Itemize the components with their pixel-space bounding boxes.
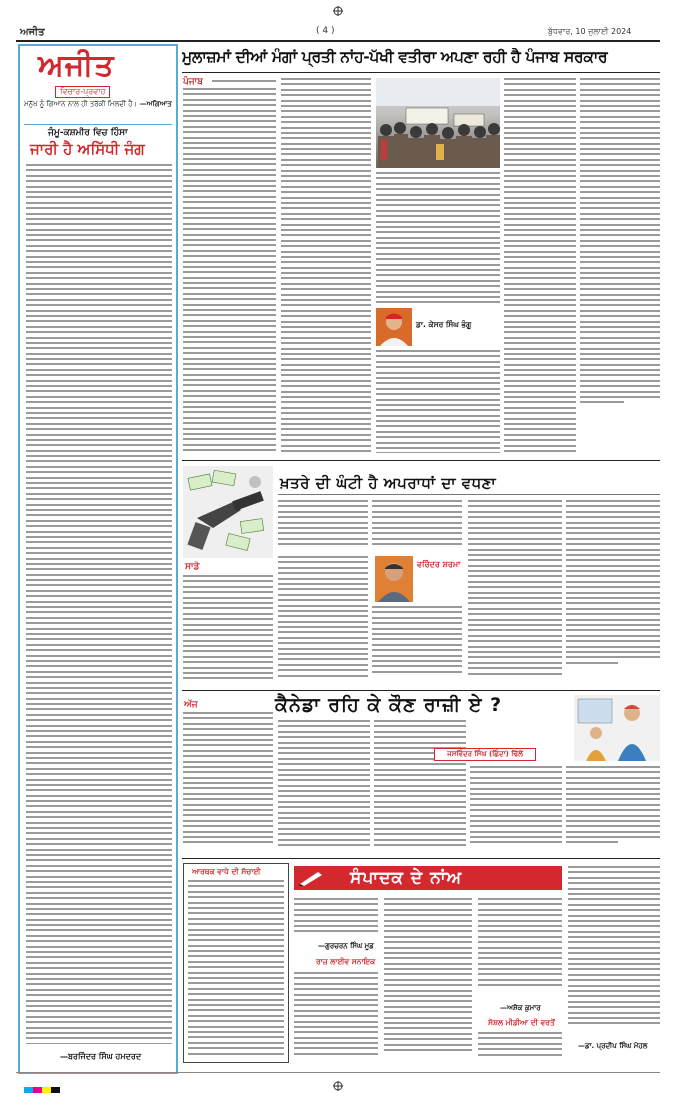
registration-mark-top (333, 1, 343, 11)
crime-column-1-body (278, 500, 368, 552)
crime-dropcap: ਸਾਡੇ (185, 562, 200, 572)
canada-author-banner: ਜਸਵਿੰਦਰ ਸਿੰਘ (ਛਿੰਦਾ) ਢਿੱਲੋਂ (434, 748, 536, 761)
letters-column-3b-body (478, 1032, 562, 1062)
letters-pen-icon (298, 870, 324, 886)
canada-column-2-body (278, 720, 370, 852)
crime-author-photo (375, 556, 413, 602)
sidebar-article-body (26, 164, 172, 1044)
crime-headline-rule (278, 494, 660, 495)
lead-author-photo (376, 308, 412, 346)
lead-column-4-body (504, 78, 576, 453)
lead-column-5-body (580, 78, 660, 453)
letters-signature-1: —ਗੁਰਚਰਨ ਸਿੰਘ ਮੂਡ (318, 942, 374, 950)
sidebar-kicker: ਜੰਮੂ-ਕਸ਼ਮੀਰ ਵਿਚ ਹਿੰਸਾ (48, 128, 128, 138)
letters-column-3-body (478, 898, 562, 1000)
sidebar-quote (24, 100, 172, 109)
canada-column-4-body (470, 766, 562, 852)
crime-illustration (183, 466, 273, 558)
lead-column-1-body (183, 88, 276, 453)
sidebar-author: —ਬਰਜਿੰਦਰ ਸਿੰਘ ਹਮਦਰਦ (60, 1052, 142, 1061)
color-registration-strip (24, 1078, 60, 1084)
lead-author-name: ਡਾ. ਕੇਸਰ ਸਿੰਘ ਭੰਗੂ (416, 320, 472, 329)
crime-author-name: ਵਰਿੰਦਰ ਸ਼ਰਮਾ (417, 560, 461, 569)
folio-date: ਬੁੱਧਵਾਰ, 10 ਜੁਲਾਈ 2024 (548, 27, 632, 36)
lead-bottom-rule (182, 460, 660, 461)
lead-column-3b-body (376, 350, 500, 453)
letters-column-1b-body (294, 972, 378, 1062)
lead-author-box (376, 308, 498, 346)
folio-page-number: ( 4 ) (316, 26, 335, 36)
canada-column-5-body (566, 766, 660, 852)
crime-author-box (375, 556, 465, 602)
letters-signature-2: —ਅਸ਼ੋਕ ਕੁਮਾਰ (500, 1004, 541, 1012)
crime-column-3-body (468, 500, 562, 685)
letters-subhead-2: ਸੋਸ਼ਲ ਮੀਡੀਆ ਦੀ ਵਰਤੋਂ (488, 1018, 555, 1027)
letters-subhead-1: ਰਾਜ਼ ਲਾਈਵ ਸਨਾਇਕ (316, 957, 376, 966)
letters-column-4-body (568, 866, 660, 1036)
letters-box-body (188, 880, 284, 1058)
canada-bottom-rule (182, 858, 660, 859)
letters-box-title: ਆਰਥਕ ਵਾਧੇ ਦੀ ਸੱਚਾਈ (192, 867, 261, 876)
registration-mark-bottom (333, 1076, 343, 1086)
crime-column-1b-body (278, 556, 368, 685)
crime-column-0-body (183, 575, 273, 685)
canada-column-3-body (374, 720, 466, 852)
top-rule (16, 40, 660, 42)
crime-headline: ਖ਼ਤਰੇ ਦੀ ਘੰਟੀ ਹੈ ਅਪਰਾਧਾਂ ਦਾ ਵਧਣਾ (280, 474, 497, 492)
lead-column-3-body (376, 172, 500, 304)
crime-column-2b-body (372, 606, 462, 685)
letters-column-2-body (384, 898, 472, 1062)
masthead-subhead: ਵਿਚਾਰ-ਪ੍ਰਵਾਹ (55, 86, 110, 98)
sidebar-headline: ਜਾਰੀ ਹੈ ਅਸਿੱਧੀ ਜੰਗ (30, 140, 145, 158)
lead-headline-rule (182, 72, 660, 73)
lead-column-2-body (281, 78, 371, 453)
letters-headline: ਸੰਪਾਦਕ ਦੇ ਨਾਂਅ (350, 868, 463, 888)
quote-text: ਮਨੁੱਖ ਨੂੰ ਗਿਆਨ ਨਾਲ ਹੀ ਤਰੱਕੀ ਮਿਲਦੀ ਹੈ। (24, 100, 138, 108)
lead-dropcap: ਪੰਜਾਬ (183, 77, 203, 87)
lead-headline: ਮੁਲਾਜ਼ਮਾਂ ਦੀਆਂ ਮੰਗਾਂ ਪ੍ਰਤੀ ਨਾਂਹ-ਪੱਖੀ ਵਤੀਰਾ ਅਪਣਾ ਰਹੀ ਹੈ ਪੰਜਾਬ ਸਰਕਾਰ (182, 48, 608, 66)
lead-column-1 (212, 80, 276, 88)
canada-cartoon (574, 695, 660, 761)
canada-dropcap: ਅੱਜ (184, 700, 198, 710)
canada-headline: ਕੈਨੇਡਾ ਰਹਿ ਕੇ ਕੌਣ ਰਾਜ਼ੀ ਏ ? (275, 694, 503, 716)
quote-author: —ਅਗਿਆਤ (139, 100, 172, 108)
crime-bottom-rule (182, 690, 660, 691)
letters-signature-3: —ਡਾ. ਪ੍ਰਦੀਪ ਸਿੰਘ ਮੋਹਲ (578, 1042, 648, 1050)
letters-column-1-body (294, 898, 378, 938)
crime-column-2-body (372, 500, 462, 552)
sidebar-divider (24, 124, 172, 125)
bottom-rule (16, 1072, 660, 1073)
masthead: ਅਜੀਤ (38, 48, 115, 83)
protest-photo (376, 78, 500, 168)
folio-left: ਅਜੀਤ (20, 27, 45, 38)
crime-column-4-body (566, 500, 660, 685)
canada-column-1-body (183, 712, 273, 852)
